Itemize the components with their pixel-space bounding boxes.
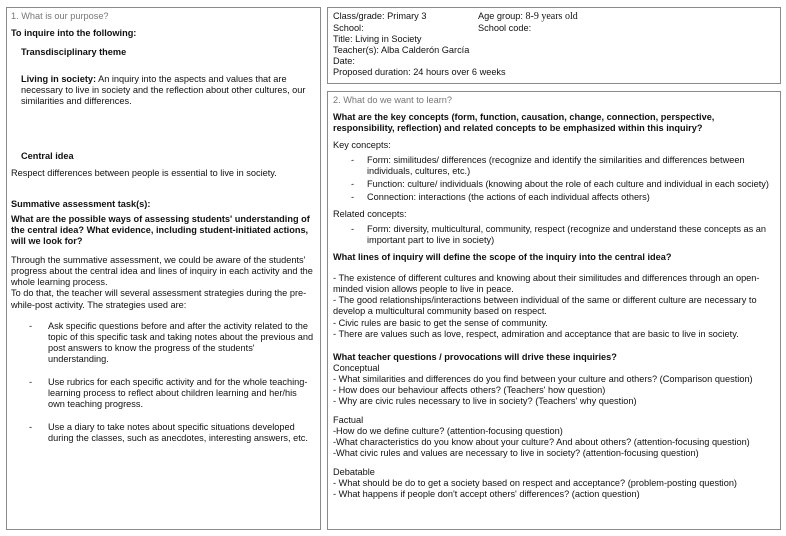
- debatable-questions: [333, 478, 775, 500]
- central-idea-text: Respect differences between people is essential to live in society.: [11, 168, 277, 179]
- purpose-title: 1. What is our purpose?: [11, 11, 109, 21]
- list-item: - Use a diary to take notes about specific situations developed during the classes, such as anecdotes, interesting answers, etc.: [11, 422, 316, 444]
- list-item: - Civic rules are basic to get the sense of community.: [333, 317, 548, 328]
- list-item: - Form: similitudes/ differences (recognize and identify the similarities and differences between individuals, cultures, etc.): [333, 155, 775, 177]
- conceptual-label: Conceptual: [333, 362, 380, 373]
- class-row: [333, 11, 775, 23]
- lines-question: What lines of inquiry will define the scope of the inquiry into the central idea?: [333, 252, 672, 263]
- list-item: -How do we define culture? (attention-focusing question): [333, 425, 563, 436]
- list-item: - Function: culture/ individuals (knowing about the role of each culture and individual in each society): [333, 179, 775, 190]
- key-concepts-label: Key concepts:: [333, 140, 391, 151]
- teachers: Teacher(s): Alba Calderón García: [333, 45, 470, 56]
- list-item: -What characteristics do you know about your culture? And about others? (attention-focusing question): [333, 436, 750, 447]
- factual-questions: [333, 426, 775, 459]
- class-grade: Class/grade: Primary 3: [333, 11, 427, 21]
- theme-text: An inquiry into the aspects and values that are necessary to live in society and the reflection about other cultures, our similarities and differences.: [21, 74, 306, 107]
- summative-text-2: To do that, the teacher will several assessment strategies during the pre-while-post activity. The strategies used are:: [11, 288, 307, 310]
- school-code: School code:: [478, 23, 532, 33]
- date: Date:: [333, 56, 355, 67]
- unit-title: Title: Living in Society: [333, 34, 422, 45]
- list-item: - Form: diversity, multicultural, community, respect (recognize and understand these concepts as an important part to live in society): [333, 224, 775, 246]
- central-idea-heading: Central idea: [21, 151, 74, 162]
- theme-name: Living in society:: [21, 74, 97, 85]
- school-row: [333, 23, 775, 34]
- age-group-label: Age group:: [478, 11, 526, 21]
- related-concepts-label: Related concepts:: [333, 209, 407, 220]
- summative-heading: Summative assessment task(s):: [11, 199, 151, 210]
- list-item: - Why are civic rules necessary to live in society? (Teachers' why question): [333, 395, 637, 406]
- list-item: - Ask specific questions before and after the activity related to the topic of this specific task and taking notes about the previous and post answers to know the progress of the students' understanding.: [11, 321, 316, 365]
- unit-info: [327, 7, 781, 84]
- conceptual-questions: [333, 374, 775, 407]
- summative-text: Through the summative assessment, we could be aware of the students' progress about the central idea and lines of inquiry in each activity and the whole learning process.: [11, 255, 313, 288]
- summative-question: What are the possible ways of assessing students' understanding of the central idea? What evidence, including student-initiated actions, will we look for?: [11, 214, 310, 247]
- purpose-section: [6, 7, 321, 530]
- theme-paragraph: [11, 74, 316, 107]
- duration: Proposed duration: 24 hours over 6 weeks: [333, 67, 506, 78]
- list-item: - What happens if people don't accept others' differences? (action question): [333, 488, 640, 499]
- lines-of-inquiry: [333, 273, 775, 339]
- school: School:: [333, 23, 364, 33]
- inquire-heading: To inquire into the following:: [11, 28, 137, 39]
- list-item: -What civic rules and values are necessary to live in society? (attention-focusing question): [333, 447, 699, 458]
- debatable-label: Debatable: [333, 466, 375, 477]
- list-item: - There are values such as love, respect, admiration and acceptance that are basic to live in society.: [333, 328, 739, 339]
- list-item: - What should be do to get a society based on respect and acceptance? (problem-posting question): [333, 477, 737, 488]
- list-item: - Connection: interactions (the actions of each individual affects others): [333, 192, 775, 203]
- key-concepts-question: What are the key concepts (form, function, causation, change, connection, perspective, responsibility, reflection) and related concepts to be emphasized within this inquiry?: [333, 112, 715, 134]
- age-group-value: 8-9 years old: [525, 11, 578, 22]
- age-group: [478, 11, 578, 23]
- list-item: - The existence of different cultures and knowing about their similitudes and differences through an open-minded vision allows people to live in peace.: [333, 273, 760, 295]
- list-item: - The good relationships/interactions between individual of the same or different culture are necessary to develop a multicultural community based on respect.: [333, 295, 757, 317]
- theme-heading: Transdisciplinary theme: [21, 47, 127, 58]
- list-item: - Use rubrics for each specific activity and for the whole teaching-learning process to reflect about children learning and her/his own teaching progress.: [11, 377, 316, 410]
- related-concepts-list: [333, 224, 775, 246]
- factual-label: Factual: [333, 414, 364, 425]
- learn-title: 2. What do we want to learn?: [333, 95, 452, 105]
- strategies-list: [11, 321, 316, 444]
- list-item: - What similarities and differences do you find between your culture and others? (Comparison question): [333, 373, 753, 384]
- provocations-question: What teacher questions / provocations will drive these inquiries?: [333, 351, 617, 362]
- list-item: - How does our behaviour affects others? (Teachers' how question): [333, 384, 606, 395]
- learn-section: [327, 91, 781, 530]
- key-concepts-list: [333, 155, 775, 203]
